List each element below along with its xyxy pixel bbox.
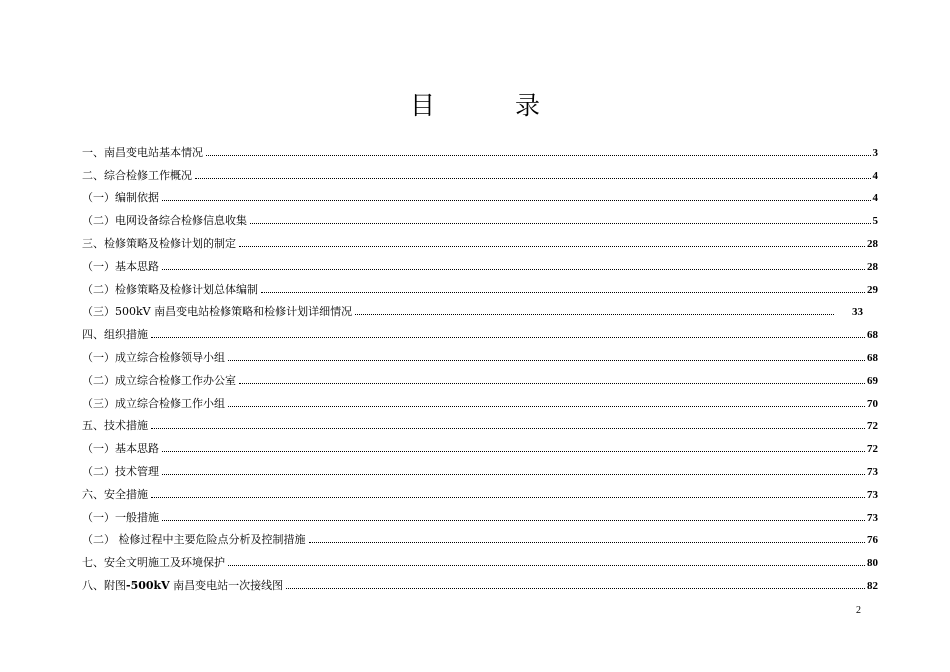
toc-entry[interactable] xyxy=(82,411,878,434)
toc-entry-label: （二） 检修过程中主要危险点分析及控制措施 xyxy=(82,533,306,547)
toc-entry-page: 68 xyxy=(867,351,878,364)
toc-entry-label: （二）检修策略及检修计划总体编制 xyxy=(82,282,258,296)
toc-entry[interactable] xyxy=(82,183,878,206)
toc-entry-page: 70 xyxy=(867,397,878,410)
toc-dot-leader xyxy=(151,337,865,338)
toc-entry-label: （三）500kV 南昌变电站检修策略和检修计划详细情况 xyxy=(82,305,353,319)
toc-dot-leader xyxy=(162,520,865,521)
table-of-contents xyxy=(82,137,878,593)
toc-dot-leader xyxy=(195,178,871,179)
toc-entry-label: （一）基本思路 xyxy=(82,259,159,273)
toc-dot-leader xyxy=(286,588,865,589)
toc-entry[interactable] xyxy=(82,274,878,297)
toc-dot-leader xyxy=(151,497,865,498)
toc-entry[interactable] xyxy=(82,205,878,228)
toc-dot-leader xyxy=(250,223,871,224)
toc-dot-leader xyxy=(239,383,865,384)
toc-dot-leader xyxy=(151,428,865,429)
toc-entry[interactable] xyxy=(82,251,878,274)
toc-entry[interactable] xyxy=(82,547,878,570)
toc-entry-page: 72 xyxy=(867,443,878,456)
toc-entry-page: 69 xyxy=(867,374,878,387)
toc-entry-label: （一）基本思路 xyxy=(82,442,159,456)
toc-entry-label: 六、安全措施 xyxy=(82,487,148,501)
toc-entry-label: 一、南昌变电站基本情况 xyxy=(82,145,203,159)
toc-entry-page: 82 xyxy=(867,579,878,592)
toc-dot-leader xyxy=(162,200,871,201)
toc-entry[interactable] xyxy=(82,433,878,456)
toc-entry-page: 73 xyxy=(867,511,878,524)
toc-entry[interactable] xyxy=(82,502,878,525)
toc-entry-page: 4 xyxy=(872,169,878,182)
toc-entry[interactable] xyxy=(82,456,878,479)
toc-entry[interactable] xyxy=(82,160,878,183)
toc-dot-leader xyxy=(228,406,865,407)
toc-entry[interactable] xyxy=(82,388,878,411)
toc-entry-page: 33 xyxy=(852,306,863,319)
toc-dot-leader xyxy=(261,292,865,293)
toc-entry-label: 二、综合检修工作概况 xyxy=(82,168,192,182)
toc-entry-label: 五、技术措施 xyxy=(82,419,148,433)
toc-entry-page: 4 xyxy=(872,192,878,205)
toc-dot-leader xyxy=(239,246,865,247)
toc-entry-label: （一）编制依据 xyxy=(82,191,159,205)
toc-entry-page: 73 xyxy=(867,488,878,501)
toc-entry[interactable] xyxy=(82,525,878,548)
toc-entry-page: 68 xyxy=(867,329,878,342)
toc-entry-label: （三）成立综合检修工作小组 xyxy=(82,396,225,410)
toc-entry-page: 76 xyxy=(867,534,878,547)
toc-entry-page: 80 xyxy=(867,557,878,570)
toc-dot-leader xyxy=(355,314,834,315)
toc-entry-page: 73 xyxy=(867,465,878,478)
toc-entry-page: 3 xyxy=(872,146,878,159)
toc-entry[interactable] xyxy=(82,570,878,593)
toc-entry-page: 5 xyxy=(872,215,878,228)
toc-entry-page: 72 xyxy=(867,420,878,433)
toc-entry-label: 三、检修策略及检修计划的制定 xyxy=(82,236,236,250)
toc-dot-leader xyxy=(228,565,865,566)
toc-entry[interactable] xyxy=(82,365,878,388)
toc-entry[interactable] xyxy=(82,228,878,251)
toc-entry-label: （一）一般措施 xyxy=(82,510,159,524)
toc-title: 目 录 xyxy=(410,91,576,120)
toc-entry-page: 28 xyxy=(867,237,878,250)
toc-entry-label: （一）成立综合检修领导小组 xyxy=(82,350,225,364)
toc-dot-leader xyxy=(162,269,865,270)
toc-entry[interactable] xyxy=(82,297,878,320)
toc-entry-label: （二）技术管理 xyxy=(82,464,159,478)
page-number: 2 xyxy=(856,605,861,616)
toc-entry-label: 七、安全文明施工及环境保护 xyxy=(82,556,225,570)
toc-entry-label: （二）成立综合检修工作办公室 xyxy=(82,373,236,387)
toc-dot-leader xyxy=(162,451,865,452)
toc-entry[interactable] xyxy=(82,479,878,502)
toc-entry-page: 28 xyxy=(867,260,878,273)
toc-entry-label: 八、附图-500kV 南昌变电站一次接线图 xyxy=(82,578,284,592)
toc-entry[interactable] xyxy=(82,342,878,365)
toc-dot-leader xyxy=(309,542,866,543)
toc-entry-page: 29 xyxy=(867,283,878,296)
toc-dot-leader xyxy=(206,155,871,156)
toc-entry[interactable] xyxy=(82,319,878,342)
toc-entry-label: （二）电网设备综合检修信息收集 xyxy=(82,214,247,228)
toc-dot-leader xyxy=(162,474,865,475)
toc-entry-label: 四、组织措施 xyxy=(82,328,148,342)
toc-entry[interactable] xyxy=(82,137,878,160)
toc-dot-leader xyxy=(228,360,865,361)
